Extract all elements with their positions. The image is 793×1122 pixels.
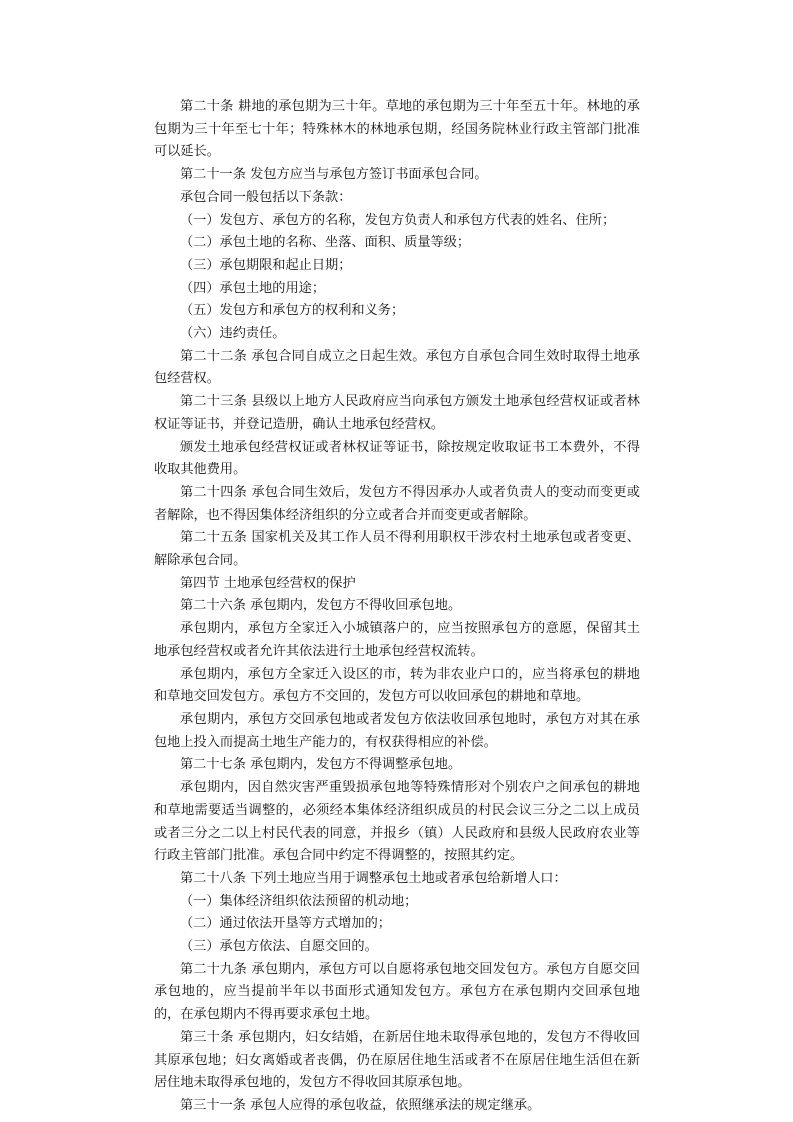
- article-24-paragraph: 第二十四条 承包合同生效后，发包方不得因承办人或者负责人的变动而变更或者解除，也不得因集体经济组织的分立或者合并而变更或者解除。: [154, 484, 640, 523]
- article-27-paragraph: 第二十七条 承包期内，发包方不得调整承包地。: [180, 757, 462, 773]
- article-25-paragraph: 第二十五条 国家机关及其工作人员不得利用职权干涉农村土地承包或者变更、解除承包合同。: [154, 530, 640, 569]
- article-26-compensation-paragraph: 承包期内，承包方交回承包地或者发包方依法收回承包地时，承包方对其在承包地上投入而提高土地生产能力的，有权获得相应的补偿。: [154, 711, 640, 750]
- article-28-item: （二）通过依法开垦等方式增加的；: [180, 916, 391, 932]
- article-21-paragraph: 第二十一条 发包方应当与承包方签订书面承包合同。: [180, 167, 488, 183]
- contract-term-item: （二）承包土地的名称、坐落、面积、质量等级；: [180, 235, 471, 251]
- article-29-paragraph: 第二十九条 承包期内，承包方可以自愿将承包地交回发包方。承包方自愿交回承包地的，应当提前半年以书面形式通知发包方。承包方在承包期内交回承包地的，在承包期内不得再要求承包土地。: [154, 961, 640, 1023]
- contract-term-item: （三）承包期限和起止日期；: [180, 257, 352, 273]
- article-23-fee-paragraph: 颁发土地承包经营权证或者林权证等证书，除按规定收取证书工本费外，不得收取其他费用。: [154, 439, 640, 478]
- contract-term-item: （五）发包方和承包方的权利和义务；: [180, 303, 405, 319]
- section-4-heading: 第四节 土地承包经营权的保护: [180, 575, 356, 591]
- article-30-paragraph: 第三十条 承包期内，妇女结婚，在新居住地未取得承包地的，发包方不得收回其原承包地；妇女离婚或者丧偶，仍在原居住地生活或者不在原居住地生活但在新居住地未取得承包地的，发包方不得收回其原承包地。: [154, 1029, 640, 1091]
- article-26-city-paragraph: 承包期内，承包方全家迁入设区的市，转为非农业户口的，应当将承包的耕地和草地交回发包方。承包方不交回的，发包方可以收回承包的耕地和草地。: [154, 666, 640, 705]
- contract-term-item: （一）发包方、承包方的名称，发包方负责人和承包方代表的姓名、住所；: [180, 212, 616, 228]
- article-20-paragraph: 第二十条 耕地的承包期为三十年。草地的承包期为三十年至五十年。林地的承包期为三十年至七十年；特殊林木的林地承包期，经国务院林业行政主管部门批准可以延长。: [154, 99, 640, 160]
- article-28-item: （一）集体经济组织依法预留的机动地；: [180, 893, 418, 909]
- contract-term-item: （六）违约责任。: [180, 326, 286, 342]
- article-28-paragraph: 第二十八条 下列土地应当用于调整承包土地或者承包给新增人口：: [180, 870, 567, 886]
- article-22-paragraph: 第二十二条 承包合同自成立之日起生效。承包方自承包合同生效时取得土地承包经营权。: [154, 348, 640, 387]
- article-27-adjustment-paragraph: 承包期内，因自然灾害严重毁损承包地等特殊情形对个别农户之间承包的耕地和草地需要适当调整的，必须经本集体经济组织成员的村民会议三分之二以上成员或者三分之二以上村民代表的同意，并报乡（镇）人民政府和县级人民政府农业等行政主管部门批准。承包合同中约定不得调整的，按照其约定。: [154, 780, 640, 864]
- article-28-item: （三）承包方依法、自愿交回的。: [180, 939, 378, 955]
- article-23-paragraph: 第二十三条 县级以上地方人民政府应当向承包方颁发土地承包经营权证或者林权证等证书，并登记造册，确认土地承包经营权。: [154, 394, 640, 432]
- document-body: [154, 96, 640, 1118]
- article-31-paragraph: 第三十一条 承包人应得的承包收益，依照继承法的规定继承。: [180, 1097, 541, 1113]
- contract-terms-intro: 承包合同一般包括以下条款：: [180, 189, 352, 205]
- contract-term-item: （四）承包土地的用途；: [180, 280, 326, 296]
- article-26-town-paragraph: 承包期内，承包方全家迁入小城镇落户的，应当按照承包方的意愿，保留其土地承包经营权或者允许其依法进行土地承包经营权流转。: [154, 621, 640, 659]
- article-26-paragraph: 第二十六条 承包期内，发包方不得收回承包地。: [180, 598, 462, 614]
